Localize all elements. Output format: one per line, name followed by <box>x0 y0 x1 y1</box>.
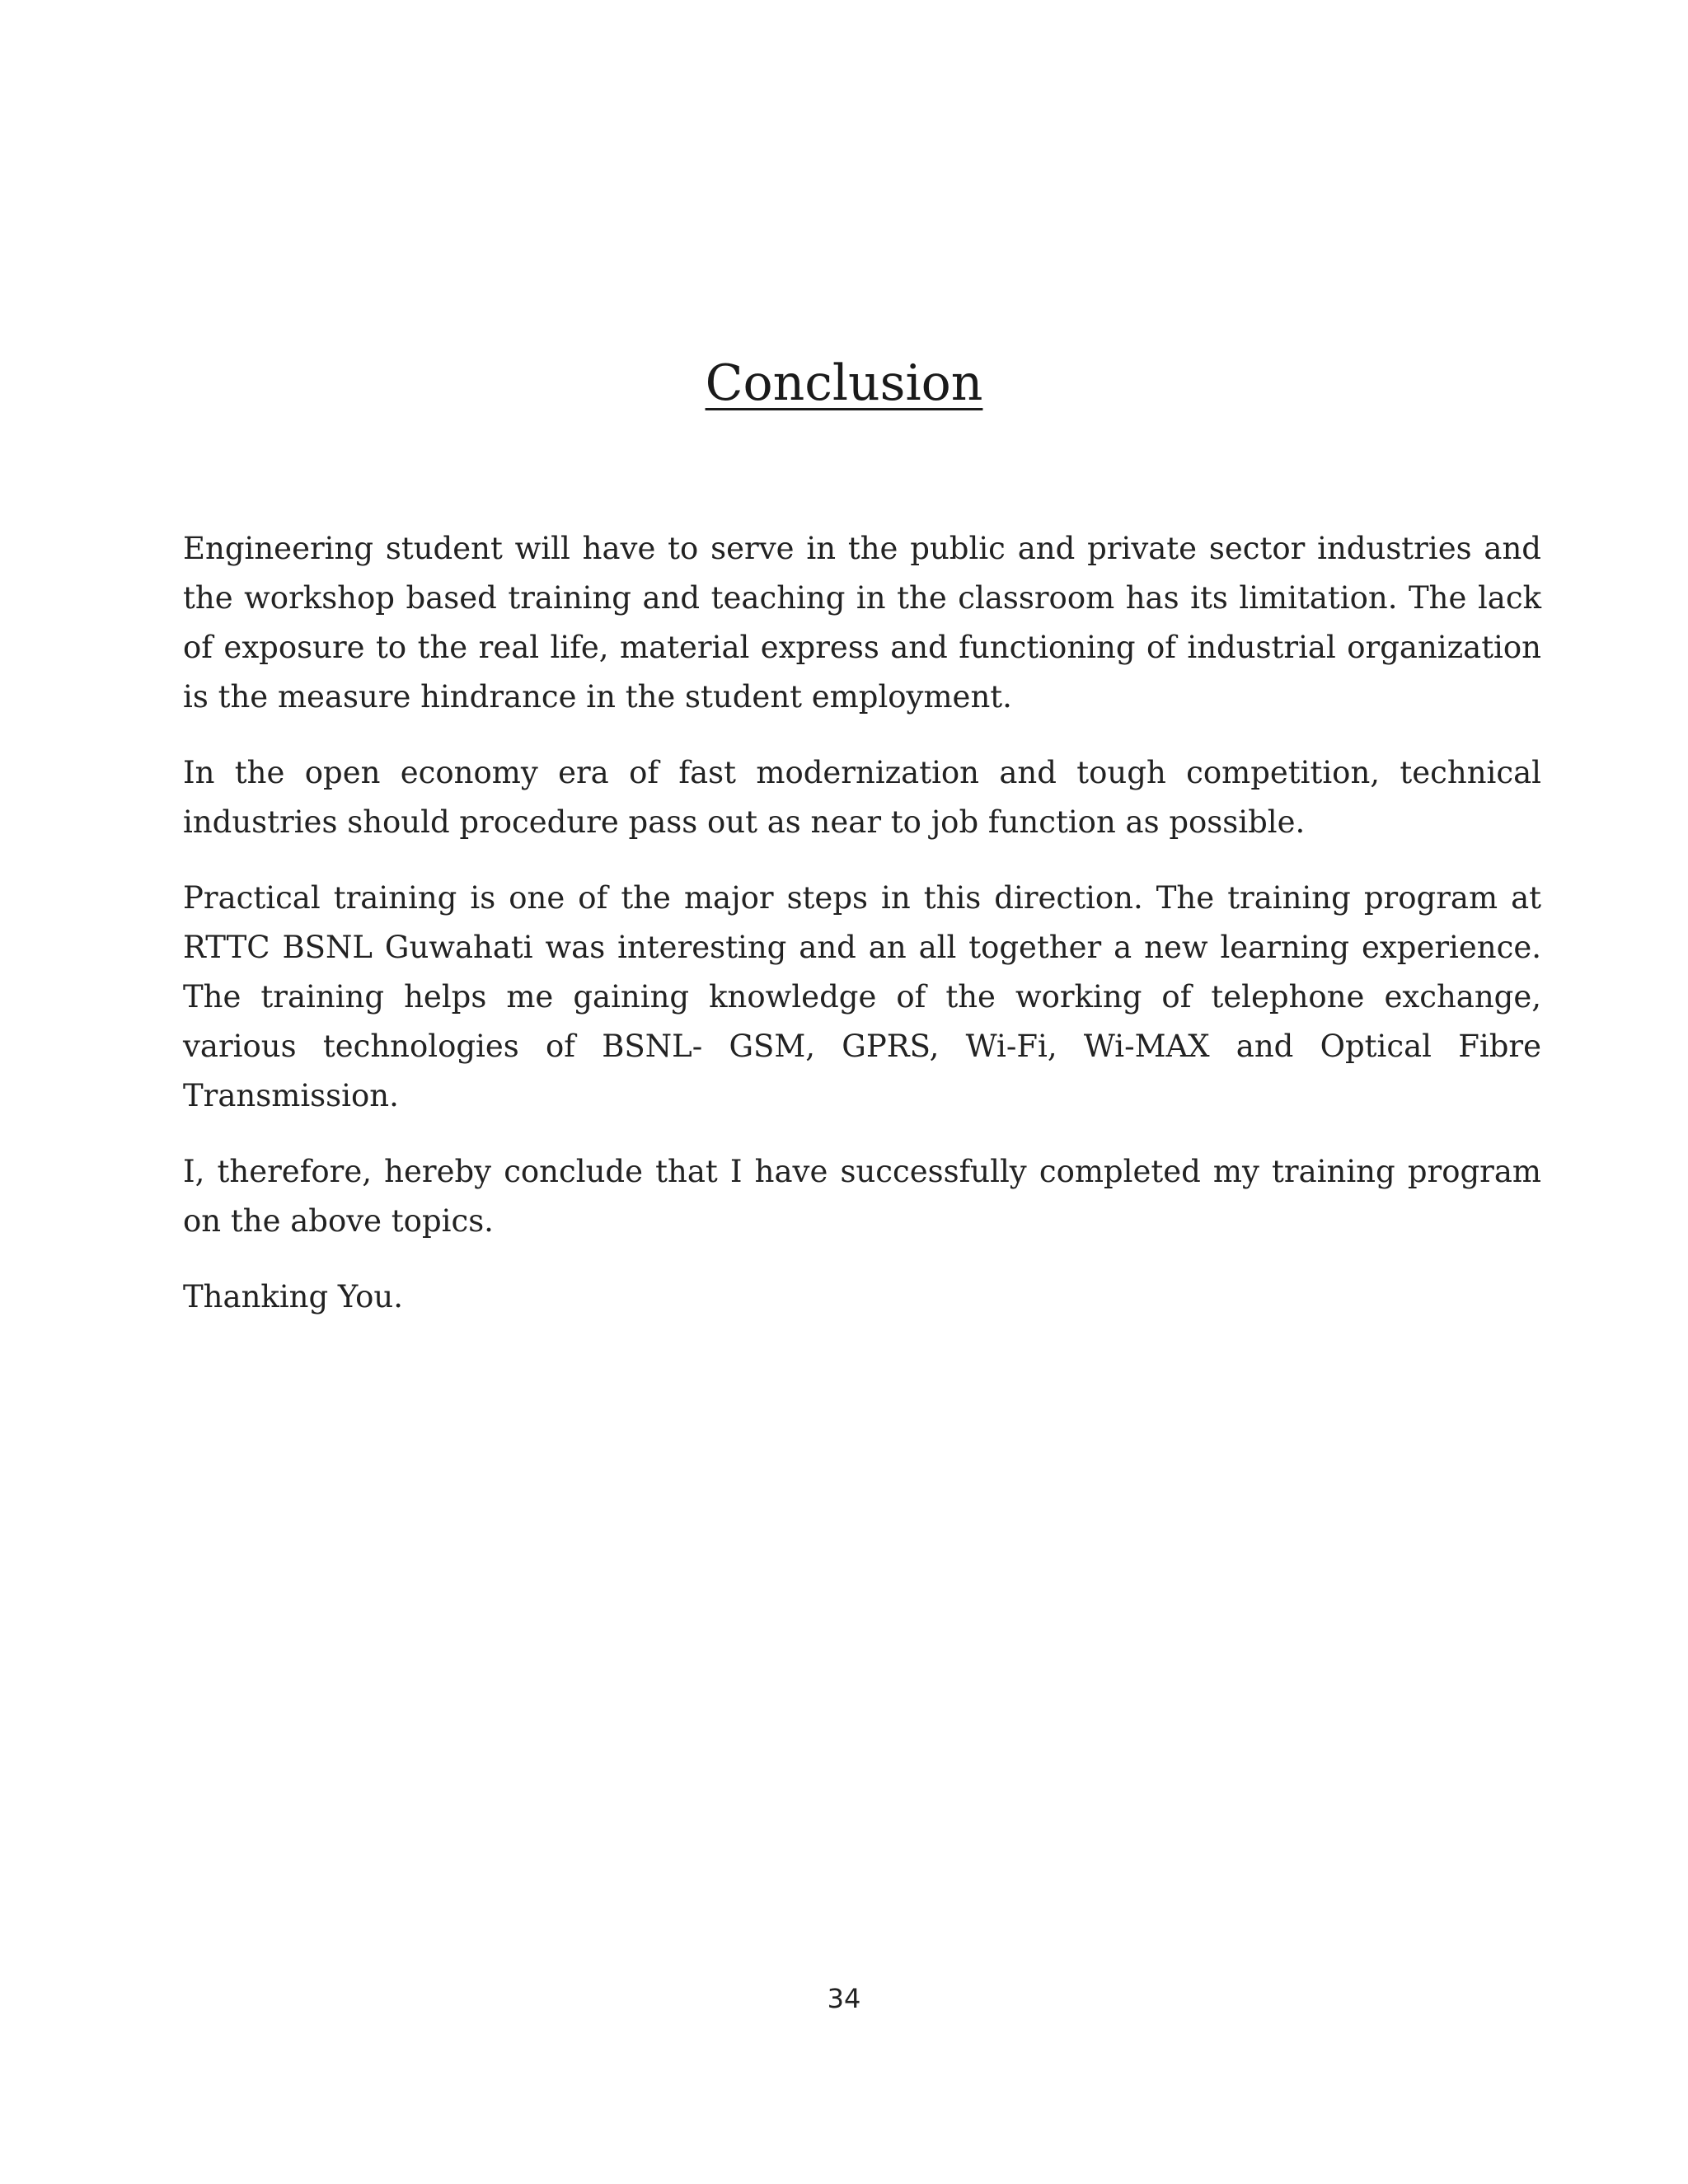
paragraph-practical-training: Practical training is one of the major steps in this direction. The training program at RTTC BSNL Guwahati was interesting and an all together a new learning experience. The training helps me gaining knowledge of the working of telephone exchange, various technologies of BSNL- GSM, GPRS, Wi-Fi, Wi-MAX and Optical Fibre Transmission. <box>183 880 1541 1113</box>
paragraph-intro: Engineering student will have to serve in the public and private sector industries and the workshop based training and teaching in the classroom has its limitation. The lack of exposure to the real life, material express and functioning of industrial organization is the measure hindrance in the student employment. <box>183 531 1541 715</box>
paragraph-conclusion: I, therefore, hereby conclude that I have successfully completed my training program on the above topics. <box>183 1154 1541 1239</box>
paragraph-thanks: Thanking You. <box>183 1279 404 1315</box>
document-body <box>183 524 1541 1348</box>
page-number: 34 <box>827 1983 861 2014</box>
page-title-text: Conclusion <box>705 354 983 412</box>
page-title <box>0 350 1688 416</box>
paragraph-open-economy: In the open economy era of fast modernization and tough competition, technical industries should procedure pass out as near to job function as possible. <box>183 755 1541 840</box>
